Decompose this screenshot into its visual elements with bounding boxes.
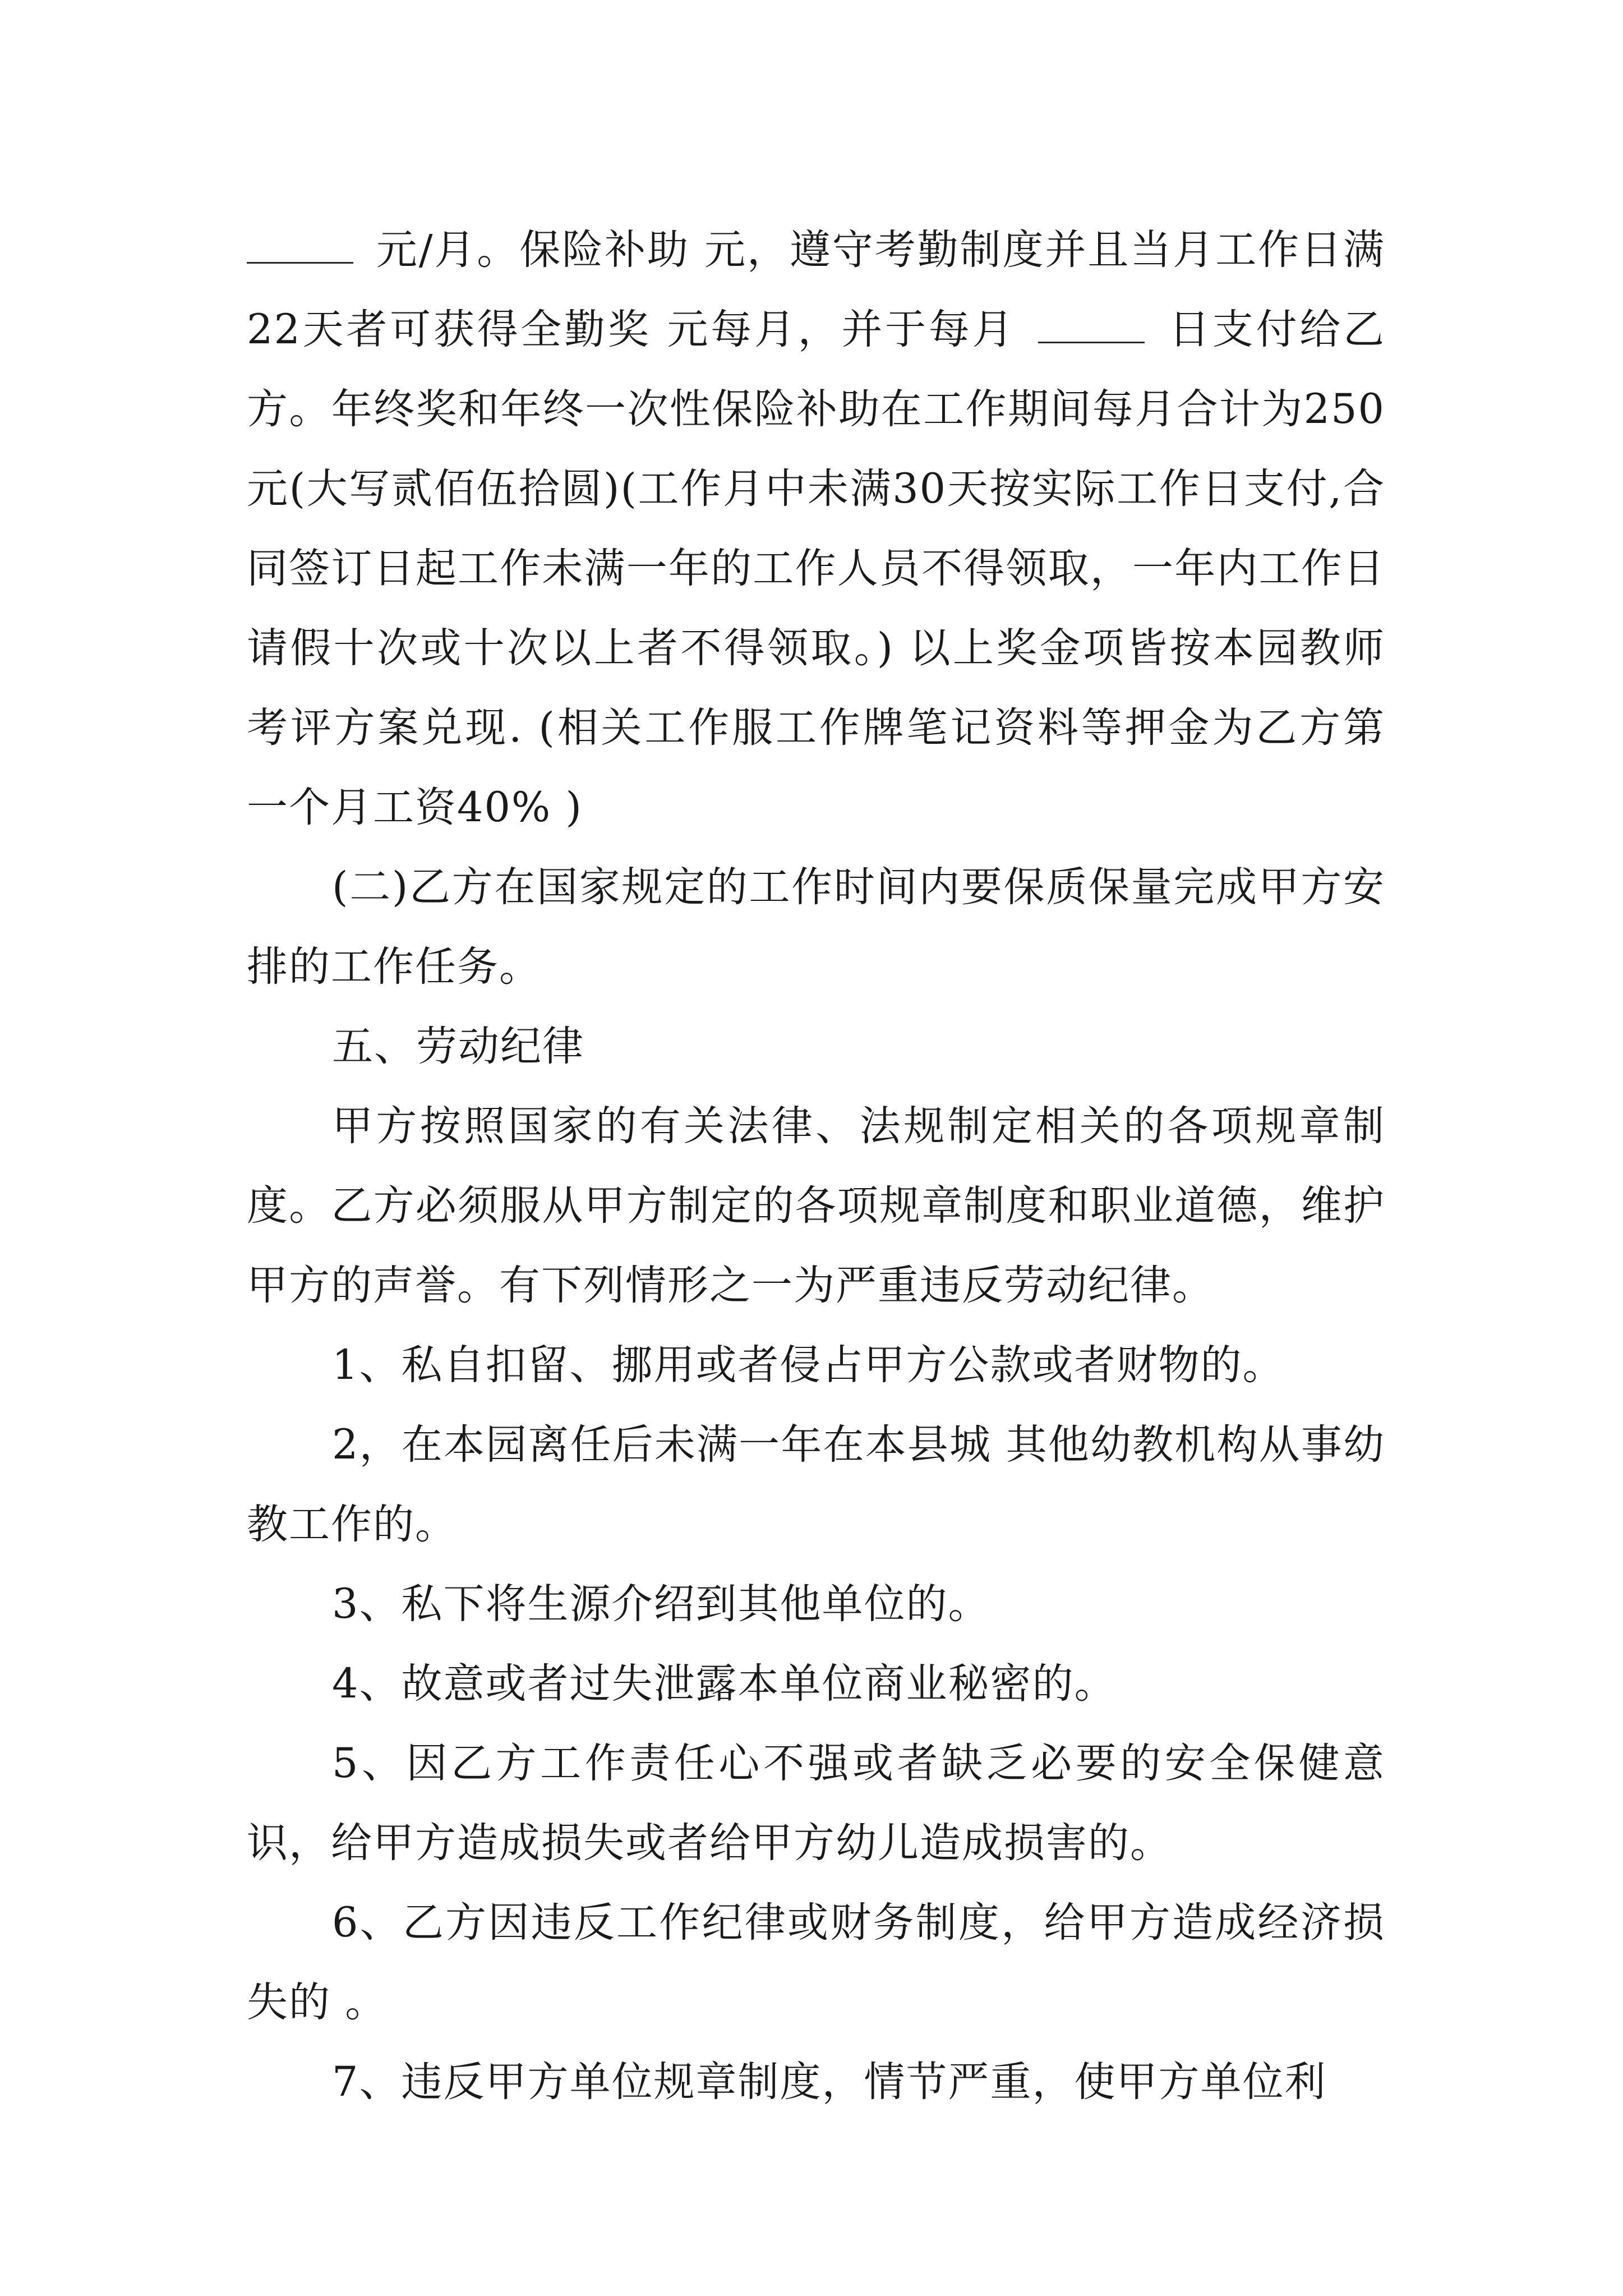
paragraph-work-tasks: (二)乙方在国家规定的工作时间内要保质保量完成甲方安排的工作任务。 — [247, 863, 1385, 991]
list-item: 6、乙方因违反工作纪律或财务制度，给甲方造成经济损失的 。 — [247, 1899, 1385, 2026]
section-title: 五、劳动纪律 — [332, 1023, 584, 1070]
list-item: 5、因乙方工作责任心不强或者缺乏必要的安全保健意识，给甲方造成损失或者给甲方幼儿造成损害的。 — [247, 1740, 1385, 1867]
paragraph-discipline: 甲方按照国家的有关法律、法规制定相关的各项规章制度。乙方必须服从甲方制定的各项规章制度和职业道德，维护甲方的声誉。有下列情形之一为严重违反劳动纪律。 — [247, 1102, 1385, 1309]
list-item: 3、私下将生源介绍到其他单位的。 — [332, 1580, 990, 1628]
blank-line — [247, 228, 353, 264]
document-page — [247, 210, 1385, 2122]
list-item: 4、故意或者过失泄露本单位商业秘密的。 — [332, 1660, 1117, 1708]
list-item: 7、违反甲方单位规章制度，情节严重，使甲方单位利 — [332, 2058, 1327, 2106]
list-item: 1、私自扣留、挪用或者侵占甲方公款或者财物的。 — [332, 1341, 1285, 1389]
list-item: 2，在本园离任后未满一年在本县城 其他幼教机构从事幼教工作的。 — [247, 1421, 1385, 1548]
paragraph-salary-part-a: 元/月。保险补助 元，遵守考勤制度并且当月工作日满22天者可获得全勤奖 元每月，并于每月 — [247, 226, 1385, 353]
blank-line — [1038, 308, 1145, 343]
paragraph-salary — [247, 210, 1385, 848]
paragraph-salary-part-b: 日支付给乙方。年终奖和年终一次性保险补助在工作期间每月合计为250元(大写贰佰伍拾圆)(工作月中未满30天按实际工作日支付,合同签订日起工作未满一年的工作人员不得领取，一年内工作日请假十次或十次以上者不得领取。) 以上奖金项皆按本园教师考评方案兑现. (相关工作服工作牌笔记资料等押金为乙方第一个月工资40% ) — [247, 306, 1386, 831]
